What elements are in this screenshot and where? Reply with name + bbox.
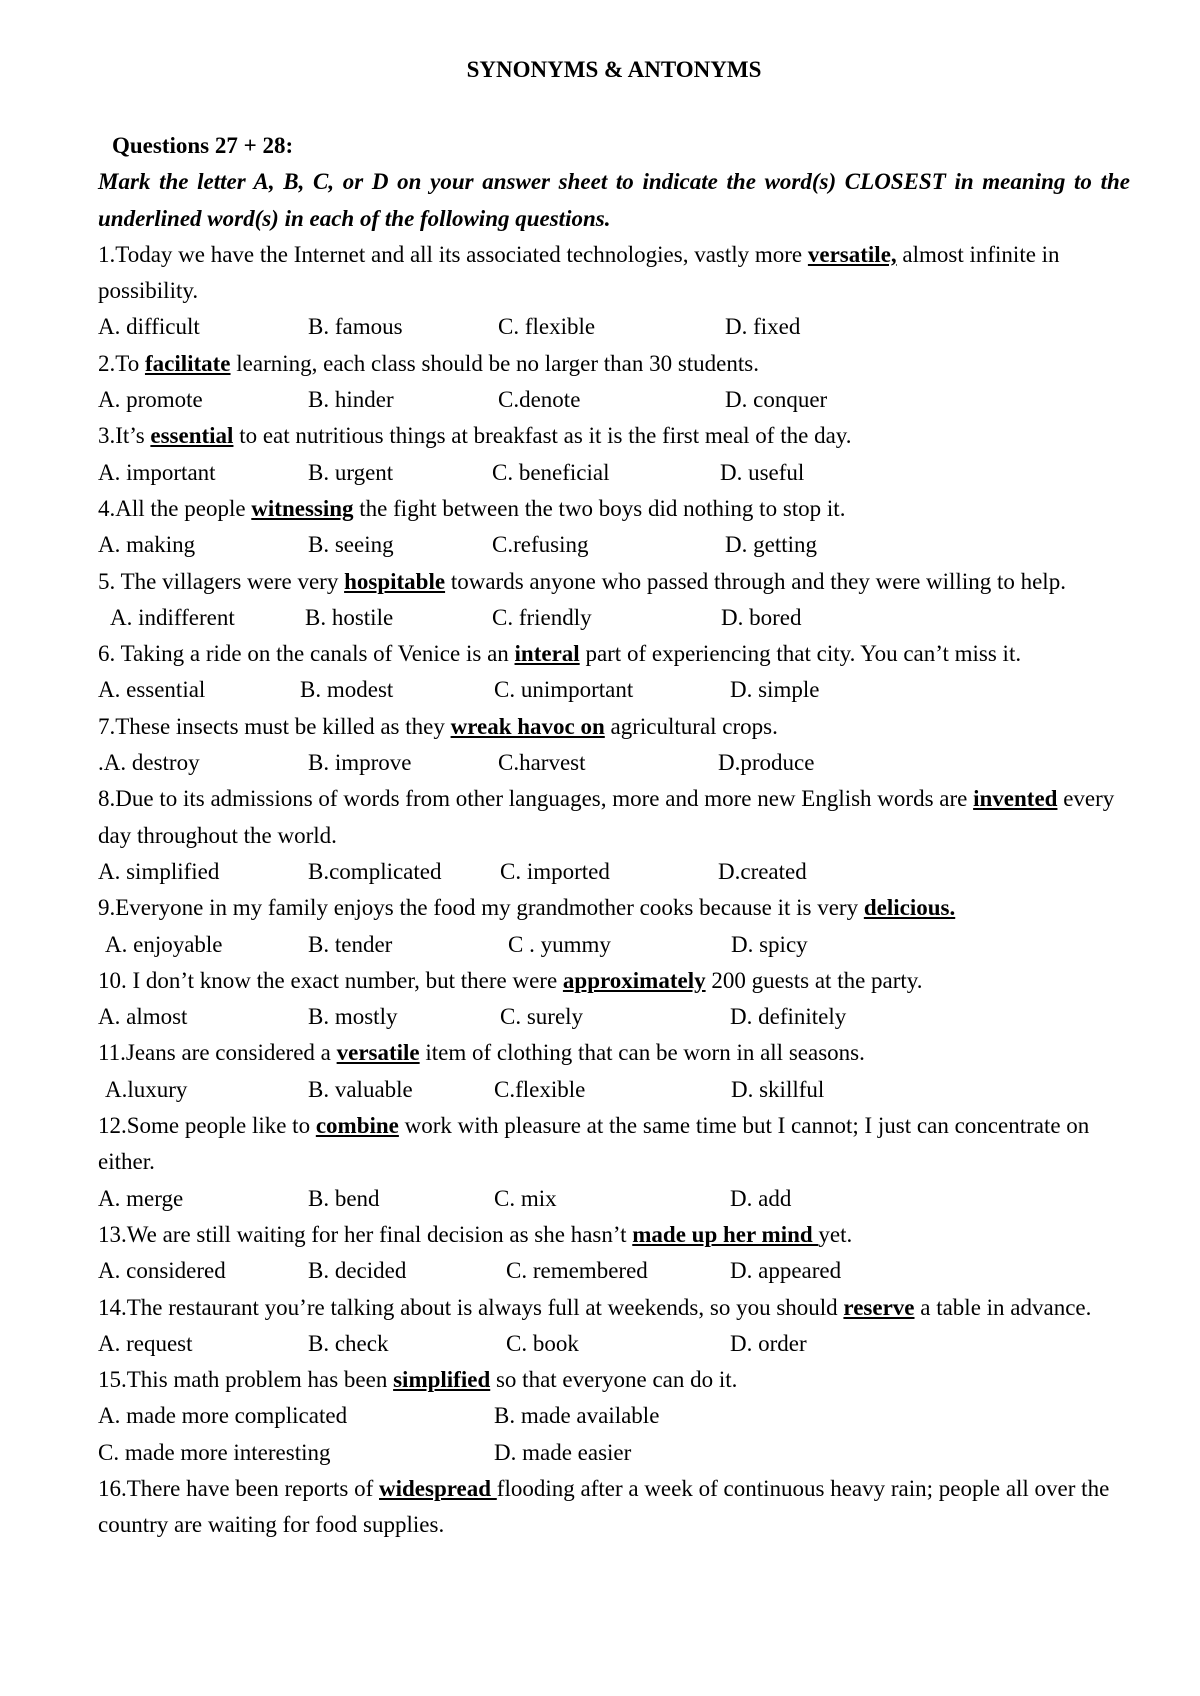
answer-option[interactable]: B. famous — [308, 314, 403, 340]
answer-option[interactable]: D.created — [718, 858, 807, 884]
answer-option[interactable]: C.refusing — [492, 532, 589, 558]
stem-text: 5. The villagers were very — [98, 568, 345, 594]
stem-text: the fight between the two boys did nothing to stop it. — [353, 495, 846, 521]
answer-option[interactable]: C. book — [506, 1330, 579, 1356]
answer-option[interactable]: D. skillful — [731, 1076, 825, 1102]
answer-options — [98, 527, 1130, 563]
stem-text: work with pleasure at the same time but I cannot; I just can concentrate on either. — [98, 1113, 1090, 1175]
stem-text: 8.Due to its admissions of words from other languages, more and more new English words are — [98, 786, 974, 812]
answer-option[interactable]: B. decided — [308, 1258, 407, 1284]
stem-text: 3.It’s — [98, 423, 151, 449]
answer-options — [98, 1326, 1130, 1362]
answer-option[interactable]: D. fixed — [725, 314, 801, 340]
question-stem — [98, 781, 1130, 854]
answer-option[interactable]: D. useful — [720, 459, 805, 485]
stem-text: 14.The restaurant you’re talking about is always full at weekends, so you should — [98, 1294, 844, 1320]
answer-option[interactable]: C.denote — [498, 387, 581, 413]
answer-option[interactable]: D. made easier — [494, 1439, 632, 1465]
answer-option[interactable]: C. unimportant — [494, 677, 634, 703]
underlined-word: hospitable — [344, 568, 446, 594]
answer-option[interactable]: A. enjoyable — [105, 931, 223, 957]
answer-option[interactable]: A. made more complicated — [98, 1403, 348, 1429]
stem-text: yet. — [818, 1221, 853, 1247]
section-heading: Questions 27 + 28: — [112, 133, 294, 158]
answer-option[interactable]: A. indifferent — [110, 604, 235, 630]
stem-text: 6. Taking a ride on the canals of Venice is an — [98, 641, 515, 667]
question-stem — [98, 346, 1130, 382]
question-stem — [98, 1108, 1130, 1181]
stem-text: 200 guests at the party. — [705, 967, 923, 993]
answer-options — [98, 999, 1130, 1035]
stem-text: 9.Everyone in my family enjoys the food my grandmother cooks because it is very — [98, 895, 864, 921]
answer-option[interactable]: B. check — [308, 1330, 389, 1356]
answer-option[interactable]: D. getting — [725, 532, 817, 558]
stem-text: a table in advance. — [914, 1294, 1092, 1320]
answer-option[interactable]: D. order — [730, 1330, 807, 1356]
answer-option[interactable]: A.luxury — [105, 1076, 188, 1102]
stem-text: 10. I don’t know the exact number, but there were — [98, 967, 563, 993]
question-stem — [98, 1290, 1130, 1326]
question-list — [98, 237, 1130, 1544]
answer-options — [98, 600, 1130, 636]
answer-option[interactable]: C. surely — [500, 1004, 584, 1030]
stem-text: 11.Jeans are considered a — [98, 1040, 337, 1066]
answer-options — [98, 1398, 1130, 1434]
answer-option[interactable]: B. mostly — [308, 1004, 398, 1030]
answer-options — [98, 1253, 1130, 1289]
stem-text: 12.Some people like to — [98, 1113, 316, 1139]
stem-text: 13.We are still waiting for her final decision as she hasn’t — [98, 1221, 633, 1247]
answer-option[interactable]: B. bend — [308, 1185, 380, 1211]
question-stem — [98, 564, 1130, 600]
answer-options — [98, 745, 1130, 781]
answer-option[interactable]: A. request — [98, 1330, 193, 1356]
underlined-word: facilitate — [144, 350, 231, 376]
answer-option[interactable]: D. definitely — [730, 1004, 847, 1030]
underlined-word: invented — [973, 786, 1058, 812]
question-stem — [98, 1362, 1130, 1398]
answer-option[interactable]: B. seeing — [308, 532, 394, 558]
answer-option[interactable]: B.complicated — [308, 858, 442, 884]
answer-options — [98, 382, 1130, 418]
answer-option[interactable]: B. tender — [308, 931, 393, 957]
answer-option[interactable]: A. considered — [98, 1258, 226, 1284]
underlined-word: made up her mind — [632, 1221, 819, 1247]
underlined-word: widespread — [379, 1475, 497, 1501]
answer-option[interactable]: B. valuable — [308, 1076, 413, 1102]
answer-option[interactable]: D. appeared — [730, 1258, 842, 1284]
underlined-word: approximately — [562, 967, 706, 993]
underlined-word: witnessing — [251, 495, 354, 521]
underlined-word: versatile — [336, 1040, 420, 1066]
answer-option[interactable]: B. urgent — [308, 459, 394, 485]
question-stem — [98, 1217, 1130, 1253]
answer-option[interactable]: B. improve — [308, 750, 412, 776]
question-stem — [98, 709, 1130, 745]
question-stem — [98, 237, 1130, 310]
answer-options — [98, 672, 1130, 708]
answer-option[interactable]: C. imported — [500, 858, 610, 884]
underlined-word: wreak havoc on — [450, 713, 605, 739]
stem-text: towards anyone who passed through and they were willing to help. — [445, 568, 1066, 594]
answer-option[interactable]: B. modest — [300, 677, 394, 703]
answer-option[interactable]: C. remembered — [506, 1258, 648, 1284]
stem-text: 16.There have been reports of — [98, 1475, 379, 1501]
answer-option[interactable]: .A. destroy — [98, 750, 200, 776]
answer-option[interactable]: A. promote — [98, 387, 203, 413]
answer-option[interactable]: D. add — [730, 1185, 792, 1211]
answer-option[interactable]: C . yummy — [508, 931, 611, 957]
stem-text: part of experiencing that city. You can’t miss it. — [579, 641, 1022, 667]
answer-option[interactable]: C.harvest — [498, 750, 586, 776]
underlined-word: versatile, — [807, 241, 897, 267]
stem-text: so that everyone can do it. — [490, 1367, 738, 1393]
stem-text: 4.All the people — [98, 495, 252, 521]
answer-option[interactable]: B. hostile — [305, 604, 394, 630]
answer-option[interactable]: C. mix — [494, 1185, 557, 1211]
answer-option[interactable]: A. difficult — [98, 314, 200, 340]
instruction-text: Mark the letter A, B, C, or D on your answer sheet to indicate the word(s) CLOSEST in meaning to the underlined word(s) in each of the following questions. — [98, 169, 1130, 231]
underlined-word: combine — [315, 1113, 399, 1139]
answer-option[interactable]: D. bored — [721, 604, 802, 630]
answer-options — [98, 455, 1130, 491]
question-stem — [98, 1471, 1130, 1544]
underlined-word: interal — [514, 641, 580, 667]
answer-option[interactable]: C. flexible — [498, 314, 596, 340]
answer-option[interactable]: A. essential — [98, 677, 206, 703]
stem-text: every day throughout the world. — [98, 786, 1115, 848]
stem-text: almost infinite in possibility. — [98, 241, 1060, 304]
question-stem — [98, 1035, 1130, 1071]
answer-options — [98, 1072, 1130, 1108]
question-stem — [98, 491, 1130, 527]
page-title: SYNONYMS & ANTONYMS — [466, 57, 762, 82]
worksheet-page — [98, 52, 1130, 1544]
answer-option[interactable]: D.produce — [718, 750, 815, 776]
underlined-word: essential — [150, 423, 234, 449]
stem-text: 7.These insects must be killed as they — [98, 713, 451, 739]
answer-option[interactable]: C. made more interesting — [98, 1439, 331, 1465]
underlined-word: delicious. — [863, 895, 956, 921]
question-stem — [98, 636, 1130, 672]
answer-option[interactable]: A. making — [98, 532, 196, 558]
answer-options — [98, 854, 1130, 890]
question-stem — [98, 963, 1130, 999]
stem-text: agricultural crops. — [604, 713, 778, 739]
stem-text: 15.This math problem has been — [98, 1367, 394, 1393]
stem-text: 2.To — [98, 350, 145, 376]
answer-option[interactable]: A. important — [98, 459, 216, 485]
answer-option[interactable]: C.flexible — [494, 1076, 586, 1102]
answer-option[interactable]: D. conquer — [725, 387, 828, 413]
answer-option[interactable]: D. spicy — [731, 931, 808, 957]
answer-option[interactable]: A. almost — [98, 1004, 188, 1030]
answer-option[interactable]: A. merge — [98, 1185, 184, 1211]
answer-options — [98, 1435, 1130, 1471]
question-stem — [98, 890, 1130, 926]
answer-option[interactable]: A. simplified — [98, 858, 220, 884]
answer-option[interactable]: B. hinder — [308, 387, 394, 413]
answer-options — [98, 309, 1130, 345]
answer-option[interactable]: B. made available — [494, 1403, 660, 1429]
stem-text: flooding after a week of continuous heavy rain; people all over the country are waiting for food supplies. — [98, 1475, 1110, 1538]
underlined-word: reserve — [843, 1294, 915, 1320]
stem-text: learning, each class should be no larger than 30 students. — [230, 350, 759, 376]
answer-options — [98, 927, 1130, 963]
answer-option[interactable]: D. simple — [730, 677, 820, 703]
stem-text: to eat nutritious things at breakfast as it is the first meal of the day. — [233, 423, 852, 449]
answer-options — [98, 1181, 1130, 1217]
answer-option[interactable]: C. friendly — [492, 604, 592, 630]
answer-option[interactable]: C. beneficial — [492, 459, 610, 485]
question-stem — [98, 418, 1130, 454]
underlined-word: simplified — [393, 1367, 491, 1393]
stem-text: 1.Today we have the Internet and all its associated technologies, vastly more — [98, 241, 808, 267]
stem-text: item of clothing that can be worn in all seasons. — [419, 1040, 865, 1066]
